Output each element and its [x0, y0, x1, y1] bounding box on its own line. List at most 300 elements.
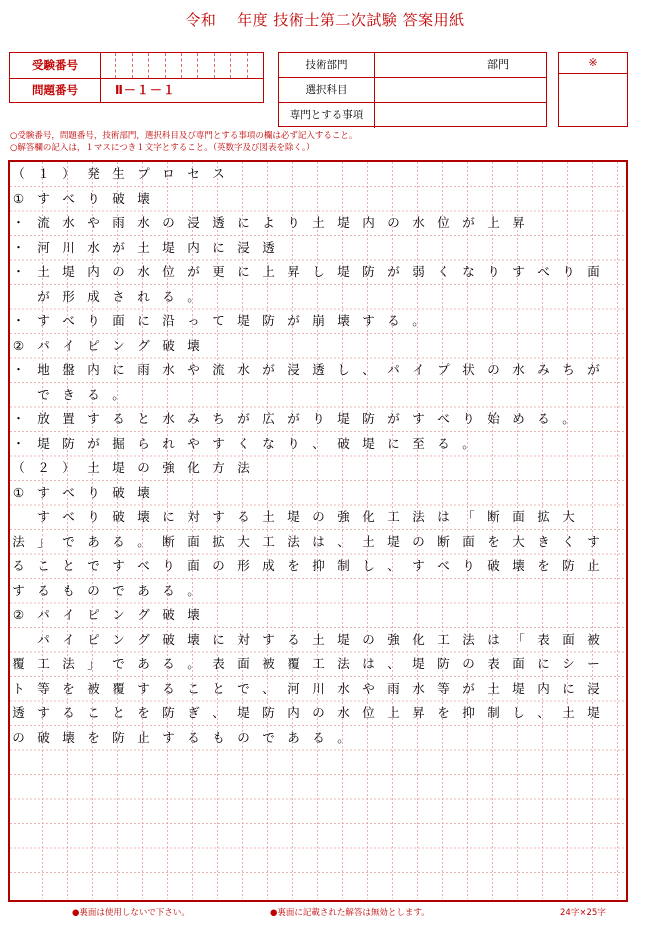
answer-char: 表 [487, 656, 500, 671]
answer-char: 内 [287, 705, 300, 720]
answer-char: の [312, 509, 325, 524]
answer-char: 防 [62, 435, 75, 451]
answer-char: 、 [212, 705, 225, 720]
answer-char: り [87, 313, 100, 328]
answer-char: ー [587, 656, 600, 671]
answer-char: て [212, 313, 225, 328]
answer-char: る [12, 558, 25, 573]
answer-char: 土 [137, 239, 150, 255]
answer-char: 工 [387, 509, 400, 524]
answer-char: 至 [412, 435, 425, 451]
answer-char: 表 [537, 631, 550, 647]
answer-char: イ [62, 631, 75, 647]
answer-char: の [12, 729, 25, 745]
answer-char: 上 [387, 705, 400, 720]
answer-char: 壊 [137, 509, 150, 524]
answer-char: 拡 [537, 509, 550, 524]
answer-char: が [462, 215, 475, 230]
answer-char: 発 [87, 166, 100, 181]
answer-char: に [237, 215, 250, 230]
answer-char: 形 [62, 288, 75, 304]
answer-char: 面 [112, 313, 125, 328]
answer-char: 面 [187, 533, 200, 549]
answer-char: 更 [212, 264, 225, 279]
answer-char: に [387, 435, 400, 451]
answer-char: が [387, 411, 400, 426]
answer-char: す [412, 558, 425, 573]
answer-char: り [162, 558, 175, 573]
answer-char: も [212, 729, 225, 745]
answer-char: 放 [37, 411, 50, 426]
answer-char: 断 [487, 509, 500, 524]
answer-char: は [487, 631, 500, 647]
answer-char: 。 [112, 386, 125, 402]
answer-char: さ [112, 288, 125, 304]
answer-char: 防 [362, 411, 375, 426]
answer-char: 覆 [112, 680, 125, 696]
instruction-line: ○受験番号，問題番号，技術部門，選択科目及び専門とする事項の欄は必ず記入すること。 [10, 131, 358, 141]
answer-char: 堤 [512, 680, 525, 696]
answer-char: す [162, 729, 175, 745]
answer-char: 透 [212, 215, 225, 230]
sheet-title: 令和 年度 技術士第二次試験 答案用紙 [185, 11, 465, 29]
answer-char: グ [137, 631, 150, 647]
answer-char: 強 [337, 509, 350, 524]
answer-char: 昇 [287, 264, 300, 279]
answer-char: 覆 [287, 656, 300, 671]
answer-char: 壊 [62, 729, 75, 745]
answer-char: 成 [262, 558, 275, 573]
answer-char: 止 [587, 558, 600, 573]
answer-char: す [362, 313, 375, 328]
answer-char: 透 [12, 705, 25, 720]
answer-char: く [237, 435, 250, 451]
answer-char: が [387, 264, 400, 279]
answer-char: 水 [412, 215, 425, 230]
answer-char: 位 [437, 215, 450, 230]
exam-number-row [10, 53, 263, 79]
answer-char: シ [562, 656, 575, 671]
answer-char: り [462, 411, 475, 426]
answer-char: パ [387, 362, 400, 377]
answer-char: 破 [112, 190, 125, 206]
answer-char: る [387, 313, 400, 328]
answer-char: の [137, 460, 150, 475]
answer-char: こ [37, 558, 50, 573]
answer-char: く [562, 533, 575, 549]
answer-char: 、 [387, 558, 400, 573]
answer-char: や [187, 362, 200, 377]
answer-char: 透 [262, 239, 275, 255]
answer-char: 破 [162, 607, 175, 622]
answer-char: 始 [487, 411, 500, 426]
answer-grid[interactable] [8, 160, 628, 902]
answer-char: る [162, 288, 175, 304]
answer-char: 内 [187, 239, 200, 255]
answer-char: す [512, 264, 525, 279]
answer-char: 防 [112, 729, 125, 745]
answer-char: ン [112, 337, 125, 353]
answer-char: 」 [37, 533, 50, 549]
answer-char: 抑 [462, 705, 475, 720]
dept-suffix: 部門 [487, 58, 509, 71]
answer-char: ピ [87, 337, 100, 353]
answer-char: 法 [287, 533, 300, 549]
answer-char: る [287, 631, 300, 647]
answer-char: 置 [62, 411, 75, 426]
answer-char: 水 [337, 680, 350, 696]
answer-char: と [137, 411, 150, 426]
exam-number-label: 受験番号 [10, 53, 101, 78]
answer-char: 「 [512, 631, 525, 647]
answer-char: 。 [412, 313, 425, 328]
answer-char: 雨 [112, 215, 125, 230]
answer-char: が [187, 264, 200, 279]
answer-char: （ [12, 166, 25, 181]
answer-char: ） [62, 166, 75, 181]
answer-char: 。 [137, 533, 150, 549]
answer-char: ロ [162, 166, 175, 181]
answer-char: 堤 [337, 631, 350, 647]
answer-char: 堤 [112, 460, 125, 475]
answer-char: 方 [212, 460, 225, 475]
answer-char [8, 383, 31, 407]
answer-char: 拡 [212, 533, 225, 549]
answer-char: 破 [162, 631, 175, 647]
subject-row [279, 78, 546, 103]
problem-number-row [10, 78, 263, 103]
answer-char: 対 [187, 509, 200, 524]
answer-char: と [62, 558, 75, 573]
answer-char: 面 [562, 631, 575, 647]
answer-char: べ [437, 558, 450, 573]
answer-char: の [87, 582, 100, 598]
answer-char: み [187, 411, 200, 426]
answer-char: ・ [12, 313, 25, 328]
answer-char: 土 [312, 631, 325, 647]
answer-char: 工 [37, 656, 50, 671]
answer-char: で [112, 656, 125, 671]
answer-char: 壊 [137, 190, 150, 206]
answer-char: 化 [362, 509, 375, 524]
answer-char: 。 [187, 288, 200, 304]
answer-char: 土 [87, 460, 100, 475]
answer-char: を [62, 680, 75, 696]
answer-char: 防 [262, 313, 275, 328]
answer-char: プ [137, 166, 150, 181]
answer-char: 水 [162, 411, 175, 426]
answer-char: 土 [37, 264, 50, 279]
answer-char: め [512, 411, 525, 426]
answer-char: 「 [462, 509, 475, 524]
answer-char: 破 [112, 484, 125, 500]
answer-char: る [162, 680, 175, 696]
answer-char: 。 [562, 411, 575, 426]
answer-char: ぎ [187, 705, 200, 720]
answer-char: 雨 [137, 362, 150, 377]
answer-char: 水 [412, 680, 425, 696]
instructions [10, 131, 357, 154]
answer-char: り [462, 558, 475, 573]
answer-char: 破 [37, 729, 50, 745]
answer-char: の [387, 215, 400, 230]
answer-char: あ [137, 582, 150, 598]
answer-char: る [537, 411, 550, 426]
answer-char: を [87, 729, 100, 745]
answer-char: 防 [362, 264, 375, 279]
answer-char: が [37, 288, 50, 304]
answer-char [8, 628, 31, 652]
answer-char: が [287, 411, 300, 426]
footer-note-left: ●裏面は使用しないで下さい。 [72, 908, 190, 918]
answer-char: パ [37, 607, 50, 622]
answer-char: 雨 [387, 680, 400, 696]
answer-char: に [112, 362, 125, 377]
answer-char: が [237, 411, 250, 426]
answer-char: す [262, 631, 275, 647]
answer-char: は [362, 656, 375, 671]
answer-char: ピ [87, 607, 100, 622]
answer-char: 面 [512, 656, 525, 671]
answer-char: 法 [62, 656, 75, 671]
answer-char: の [312, 705, 325, 720]
grader-mark-box [558, 52, 628, 127]
answer-char: 水 [337, 705, 350, 720]
answer-char: に [212, 239, 225, 255]
answer-char: 堤 [237, 705, 250, 720]
answer-char: を [437, 705, 450, 720]
answer-char: 沿 [162, 313, 175, 328]
answer-char: ・ [12, 264, 25, 279]
answer-char: 流 [212, 362, 225, 377]
dept-label: 技術部門 [279, 53, 375, 77]
answer-char: 。 [337, 729, 350, 745]
answer-char: 法 [337, 656, 350, 671]
answer-char: 。 [187, 656, 200, 671]
answer-char: 対 [237, 631, 250, 647]
answer-char: ス [212, 166, 225, 181]
answer-char: パ [37, 631, 50, 647]
answer-char: は [437, 509, 450, 524]
answer-char: ・ [12, 435, 25, 451]
answer-char: 水 [512, 362, 525, 377]
answer-char: 水 [137, 264, 150, 279]
answer-char: 上 [487, 215, 500, 230]
answer-char: 河 [37, 239, 50, 255]
answer-char: 法 [412, 509, 425, 524]
answer-char: よ [262, 215, 275, 230]
answer-char: イ [62, 607, 75, 622]
answer-char: あ [287, 729, 300, 745]
answer-char: 堤 [62, 264, 75, 279]
answer-char: す [37, 190, 50, 206]
answer-char: 、 [537, 705, 550, 720]
exam-number-field[interactable] [100, 53, 263, 78]
answer-char: と [212, 680, 225, 696]
instruction-line: ○解答欄の記入は，１マスにつき１文字とすること。（英数字及び図表を除く。） [10, 142, 315, 153]
answer-char: も [62, 582, 75, 598]
answer-char: 上 [262, 264, 275, 279]
specialty-row [279, 103, 546, 128]
grid-size-label: 24字×25字 [560, 908, 606, 918]
answer-char [8, 505, 31, 529]
answer-char: ① [12, 484, 25, 500]
answer-char: り [287, 215, 300, 230]
answer-char: 表 [212, 656, 225, 671]
answer-char: 法 [12, 533, 25, 549]
answer-char: が [587, 362, 600, 377]
answer-char: こ [187, 680, 200, 696]
answer-char: り [562, 264, 575, 279]
answer-char: し [312, 264, 325, 279]
answer-char: り [87, 190, 100, 206]
answer-char: ） [62, 460, 75, 475]
answer-char: 土 [262, 509, 275, 524]
answer-char: ち [562, 362, 575, 377]
answer-char: し [512, 705, 525, 720]
answer-char: 破 [487, 558, 500, 573]
answer-char: ・ [12, 411, 25, 426]
answer-char: で [262, 729, 275, 745]
answer-char: 大 [512, 533, 525, 549]
answer-char: 壊 [187, 631, 200, 647]
answer-char: 。 [462, 435, 475, 451]
answer-char: １ [37, 166, 50, 181]
answer-char: 工 [437, 631, 450, 647]
specialty-label: 専門とする事項 [279, 103, 375, 128]
answer-char: セ [187, 166, 200, 181]
answer-char: 壊 [137, 484, 150, 500]
answer-char: は [312, 533, 325, 549]
answer-char: 、 [312, 435, 325, 451]
answer-char: 水 [137, 215, 150, 230]
answer-char: 水 [87, 239, 100, 255]
answer-char: を [487, 533, 500, 549]
answer-char: り [87, 484, 100, 500]
answer-char: 壊 [337, 313, 350, 328]
answer-char: り [87, 509, 100, 524]
answer-char: 被 [87, 680, 100, 696]
answer-char: 防 [562, 558, 575, 573]
department-box [278, 52, 547, 127]
answer-char [8, 285, 31, 309]
answer-char: な [262, 435, 275, 451]
answer-char: ン [112, 631, 125, 647]
answer-char: 壊 [187, 337, 200, 353]
answer-char: 、 [337, 533, 350, 549]
answer-char: 土 [562, 705, 575, 720]
answer-char: る [312, 729, 325, 745]
answer-char: 、 [362, 362, 375, 377]
answer-char: を [537, 558, 550, 573]
problem-number-label: 問題番号 [10, 78, 101, 103]
answer-char: 法 [462, 631, 475, 647]
answer-char: が [87, 435, 100, 451]
answer-char: 水 [62, 215, 75, 230]
answer-char: 覆 [12, 656, 25, 671]
answer-char: 被 [262, 656, 275, 671]
answer-char: 土 [362, 533, 375, 549]
answer-char: 化 [187, 460, 200, 475]
answer-char: 状 [462, 362, 475, 377]
answer-char: す [12, 582, 25, 598]
answer-char: 面 [237, 656, 250, 671]
answer-char: に [537, 656, 550, 671]
answer-char: の [237, 729, 250, 745]
footer-note-center: ●裏面に記載された解答は無効とします。 [270, 908, 430, 918]
answer-char: グ [137, 337, 150, 353]
answer-char: べ [137, 558, 150, 573]
answer-char: 地 [37, 362, 50, 377]
answer-char: べ [537, 264, 550, 279]
answer-char: す [137, 680, 150, 696]
answer-char: と [112, 705, 125, 720]
answer-char: す [212, 435, 225, 451]
answer-char: 。 [187, 582, 200, 598]
answer-char: る [437, 435, 450, 451]
problem-number-value[interactable]: Ⅱ－１－１ [115, 83, 176, 97]
answer-char: れ [137, 288, 150, 304]
answer-char: ト [12, 680, 25, 696]
answer-char: 面 [512, 509, 525, 524]
answer-char: な [462, 264, 475, 279]
answer-char: 弱 [412, 264, 425, 279]
answer-char: ２ [37, 460, 50, 475]
answer-char: 堤 [162, 239, 175, 255]
answer-char: 大 [237, 533, 250, 549]
answer-char: で [112, 582, 125, 598]
answer-char: に [162, 509, 175, 524]
answer-char: る [62, 705, 75, 720]
answer-char: （ [12, 460, 25, 475]
answer-char: や [187, 435, 200, 451]
answer-char: ・ [12, 239, 25, 255]
answer-char: 抑 [312, 558, 325, 573]
answer-char: 工 [262, 533, 275, 549]
answer-char: る [162, 656, 175, 671]
answer-char: ・ [12, 362, 25, 377]
answer-char: 破 [162, 337, 175, 353]
answer-char: る [87, 386, 100, 402]
answer-char: 流 [37, 215, 50, 230]
answer-char: っ [187, 313, 200, 328]
answer-char: 浸 [587, 680, 600, 696]
answer-char: 昇 [512, 215, 525, 230]
answer-char: 断 [162, 533, 175, 549]
answer-char: 浸 [187, 215, 200, 230]
answer-char: べ [437, 411, 450, 426]
answer-char: き [62, 386, 75, 402]
answer-char: べ [62, 190, 75, 206]
answer-char: 制 [487, 705, 500, 720]
answer-char: に [562, 680, 575, 696]
answer-char: 水 [237, 362, 250, 377]
answer-char: べ [62, 509, 75, 524]
answer-char: 」 [87, 656, 100, 671]
answer-char: の [162, 215, 175, 230]
subject-label: 選択科目 [279, 78, 375, 102]
answer-char: 堤 [337, 264, 350, 279]
answer-char: で [87, 558, 100, 573]
answer-char: に [212, 631, 225, 647]
answer-char: ① [12, 190, 25, 206]
answer-char: 壊 [512, 558, 525, 573]
answer-char: 昇 [412, 705, 425, 720]
answer-char: 、 [387, 656, 400, 671]
answer-char: が [462, 680, 475, 696]
answer-char: 掘 [112, 435, 125, 451]
answer-char: る [237, 509, 250, 524]
